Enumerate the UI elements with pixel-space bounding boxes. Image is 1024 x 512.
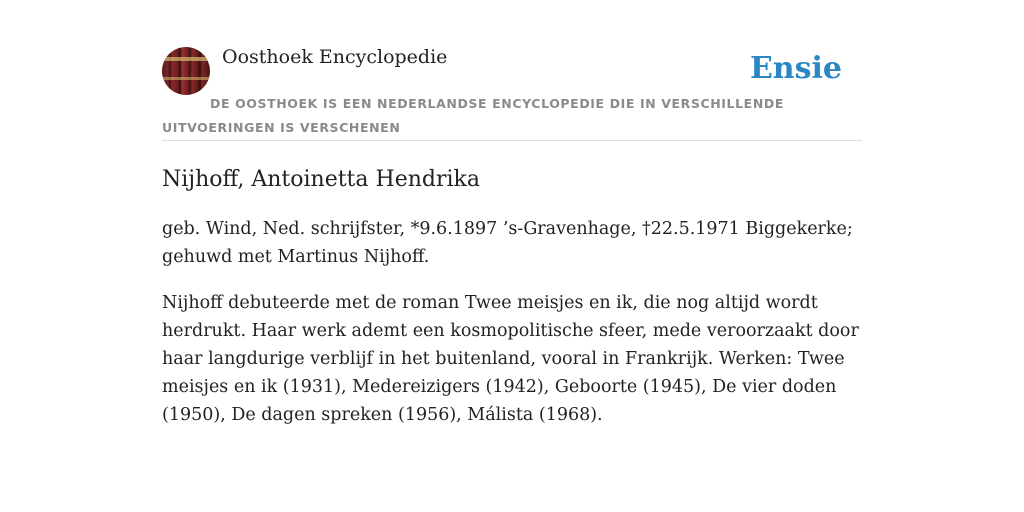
- entry-title: Nijhoff, Antoinetta Hendrika: [162, 167, 480, 192]
- page-container: [162, 46, 862, 429]
- brand-logo[interactable]: Ensie: [749, 51, 842, 86]
- encyclopedia-books-icon[interactable]: [162, 47, 210, 95]
- site-tagline: DE OOSTHOEK IS EEN NEDERLANDSE ENCYCLOPEDIE DIE IN VERSCHILLENDE UITVOERINGEN IS VERSCHENEN: [162, 96, 784, 135]
- entry-paragraph: Nijhoff debuteerde met de roman Twee meisjes en ik, die nog altijd wordt herdrukt. Haar werk ademt een kosmopolitische sfeer, mede veroorzaakt door haar langdurige verblijf in het buitenland, vooral in Frankrijk. Werken: Twee meisjes en ik (1931), Medereizigers (1942), Geboorte (1945), De vier doden (1950), De dagen spreken (1956), Málista (1968).: [162, 293, 859, 425]
- site-title[interactable]: Oosthoek Encyclopedie: [222, 46, 448, 68]
- entry-paragraph: geb. Wind, Ned. schrijfster, *9.6.1897 ’s-Gravenhage, †22.5.1971 Biggekerke; gehuwd met Martinus Nijhoff.: [162, 219, 853, 267]
- header: [162, 46, 862, 141]
